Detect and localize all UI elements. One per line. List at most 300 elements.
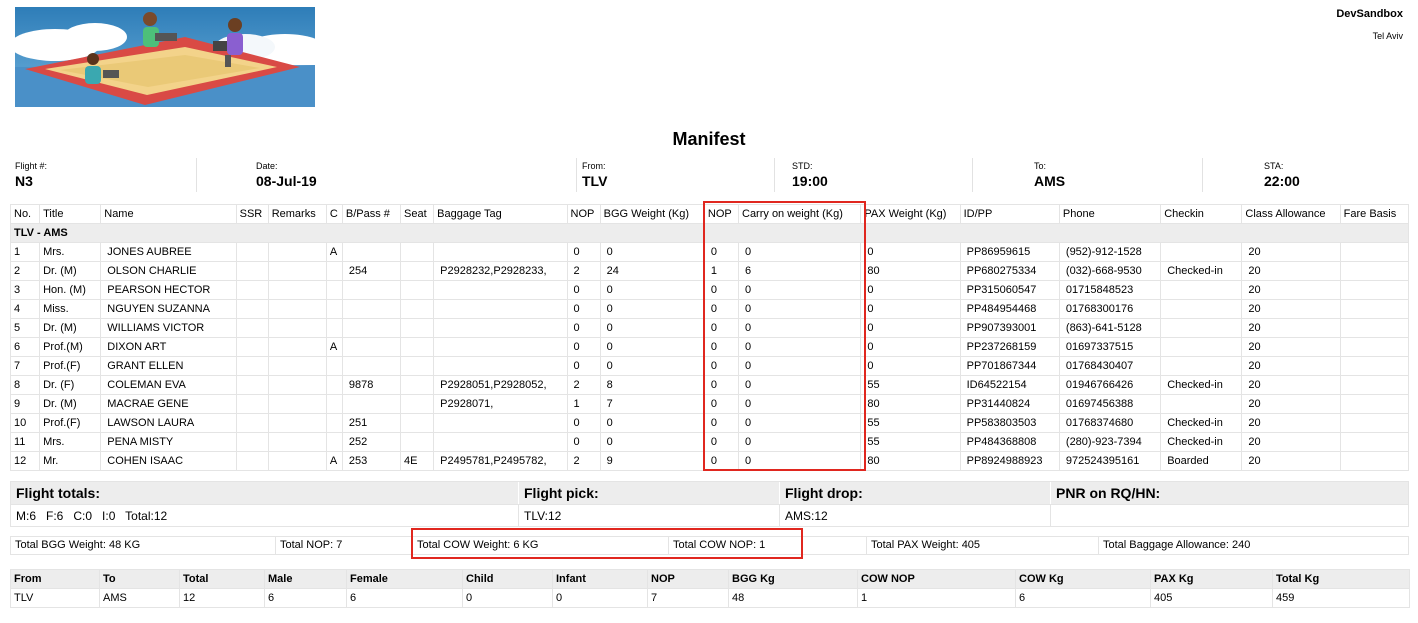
table-cell: PP8924988923 <box>960 452 1059 471</box>
table-cell: 0 <box>567 433 600 452</box>
table-cell: Prof.(F) <box>40 414 101 433</box>
table-cell: 0 <box>704 319 738 338</box>
table-cell <box>326 395 342 414</box>
route-row <box>11 589 1410 608</box>
table-cell <box>401 300 434 319</box>
table-cell: Dr. (M) <box>40 262 101 281</box>
table-cell: 1 <box>11 243 40 262</box>
table-cell: 6 <box>11 338 40 357</box>
table-cell <box>1161 281 1242 300</box>
column-header: Class Allowance <box>1242 205 1340 224</box>
table-cell: 0 <box>704 281 738 300</box>
table-cell: 253 <box>342 452 400 471</box>
table-cell <box>268 452 326 471</box>
table-cell: 0 <box>600 300 704 319</box>
table-cell <box>434 281 567 300</box>
flight-to-label: To: <box>1034 161 1047 171</box>
flight-totals-label: Flight totals: <box>16 485 100 501</box>
table-cell: 01768374680 <box>1059 414 1160 433</box>
table-cell <box>326 414 342 433</box>
table-cell <box>1340 300 1408 319</box>
table-cell: PP907393001 <box>960 319 1059 338</box>
table-cell: Mrs. <box>40 243 101 262</box>
table-cell: 2 <box>567 452 600 471</box>
table-cell <box>268 376 326 395</box>
table-cell: 0 <box>567 319 600 338</box>
table-cell: PP680275334 <box>960 262 1059 281</box>
table-cell <box>434 300 567 319</box>
table-cell: P2928071, <box>434 395 567 414</box>
table-cell <box>342 319 400 338</box>
table-cell: GRANT ELLEN <box>101 357 236 376</box>
table-cell <box>434 414 567 433</box>
table-cell <box>401 357 434 376</box>
column-header: COW Kg <box>1016 570 1151 589</box>
table-cell: Dr. (F) <box>40 376 101 395</box>
table-cell: 0 <box>861 300 960 319</box>
flight-sta-value: 22:00 <box>1264 173 1300 189</box>
column-header: Seat <box>401 205 434 224</box>
table-cell: A <box>326 452 342 471</box>
table-cell <box>342 281 400 300</box>
table-cell: 0 <box>567 281 600 300</box>
table-cell: 0 <box>600 433 704 452</box>
table-cell <box>401 338 434 357</box>
table-cell: Hon. (M) <box>40 281 101 300</box>
table-cell: 0 <box>861 319 960 338</box>
table-cell: 1 <box>704 262 738 281</box>
column-header: Baggage Tag <box>434 205 567 224</box>
table-cell <box>236 319 268 338</box>
table-cell: 11 <box>11 433 40 452</box>
table-cell <box>342 338 400 357</box>
table-cell: Checked-in <box>1161 433 1242 452</box>
table-cell <box>342 357 400 376</box>
flight-std-value: 19:00 <box>792 173 828 189</box>
table-cell: Checked-in <box>1161 262 1242 281</box>
column-header: PAX Weight (Kg) <box>861 205 960 224</box>
table-cell <box>236 357 268 376</box>
table-cell <box>236 243 268 262</box>
column-header: C <box>326 205 342 224</box>
cow-highlight <box>411 528 803 559</box>
pnr-label: PNR on RQ/HN: <box>1050 482 1410 504</box>
table-cell <box>1340 452 1408 471</box>
table-cell <box>1340 319 1408 338</box>
table-cell: 9 <box>11 395 40 414</box>
column-header: Infant <box>553 570 648 589</box>
table-cell: Checked-in <box>1161 414 1242 433</box>
table-cell: 0 <box>567 243 600 262</box>
table-cell <box>236 395 268 414</box>
table-cell <box>326 376 342 395</box>
table-cell: 0 <box>600 243 704 262</box>
table-cell <box>268 319 326 338</box>
table-cell: 6 <box>739 262 861 281</box>
flight-from <box>576 158 774 192</box>
table-cell: OLSON CHARLIE <box>101 262 236 281</box>
table-cell: 0 <box>739 376 861 395</box>
flight-totals <box>10 481 1409 527</box>
table-cell: 8 <box>11 376 40 395</box>
table-cell: 405 <box>1151 589 1273 608</box>
table-cell <box>236 262 268 281</box>
table-cell: 01715848523 <box>1059 281 1160 300</box>
table-cell <box>1340 243 1408 262</box>
table-cell: 0 <box>704 414 738 433</box>
table-cell: 0 <box>739 433 861 452</box>
table-cell: AMS <box>100 589 180 608</box>
table-cell <box>236 376 268 395</box>
flight-totals-value: M:6 F:6 C:0 I:0 Total:12 <box>16 509 168 523</box>
table-cell <box>268 395 326 414</box>
flight-date-value: 08-Jul-19 <box>256 173 317 189</box>
table-cell: Mrs. <box>40 433 101 452</box>
table-cell: JONES AUBREE <box>101 243 236 262</box>
total-baggage-allowance: Total Baggage Allowance: 240 <box>1098 537 1410 554</box>
table-cell <box>434 319 567 338</box>
table-cell <box>401 376 434 395</box>
table-cell <box>342 243 400 262</box>
table-cell <box>1340 414 1408 433</box>
table-cell <box>401 281 434 300</box>
table-cell: 2 <box>11 262 40 281</box>
table-cell: 2 <box>567 376 600 395</box>
table-cell: PP237268159 <box>960 338 1059 357</box>
table-cell <box>268 433 326 452</box>
route-group-label: TLV - AMS <box>11 224 1409 243</box>
table-cell <box>268 357 326 376</box>
table-cell: WILLIAMS VICTOR <box>101 319 236 338</box>
table-cell <box>434 357 567 376</box>
table-cell: NGUYEN SUZANNA <box>101 300 236 319</box>
table-cell <box>1340 357 1408 376</box>
column-header: NOP <box>648 570 729 589</box>
table-cell <box>1161 395 1242 414</box>
flight-totals-values <box>11 504 1408 526</box>
flight-number <box>10 158 196 192</box>
table-cell: LAWSON LAURA <box>101 414 236 433</box>
flight-std <box>774 158 972 192</box>
route-table <box>10 569 1410 608</box>
table-cell <box>401 262 434 281</box>
table-cell: 0 <box>704 395 738 414</box>
table-cell <box>1161 300 1242 319</box>
table-cell: Dr. (M) <box>40 319 101 338</box>
table-cell: Dr. (M) <box>40 395 101 414</box>
table-cell: P2928232,P2928233, <box>434 262 567 281</box>
table-cell <box>1340 433 1408 452</box>
table-cell <box>1161 319 1242 338</box>
table-cell: 20 <box>1242 281 1340 300</box>
table-cell: 20 <box>1242 395 1340 414</box>
table-cell <box>326 357 342 376</box>
table-cell: Miss. <box>40 300 101 319</box>
flight-date-label: Date: <box>256 161 278 171</box>
column-header: ID/PP <box>960 205 1059 224</box>
table-cell: COLEMAN EVA <box>101 376 236 395</box>
table-cell: 252 <box>342 433 400 452</box>
table-cell: PP484954468 <box>960 300 1059 319</box>
table-cell <box>1340 376 1408 395</box>
flight-number-label: Flight #: <box>15 161 48 171</box>
column-header: Child <box>463 570 553 589</box>
table-cell: 20 <box>1242 319 1340 338</box>
flight-sta-label: STA: <box>1264 161 1284 171</box>
flight-date <box>196 158 576 192</box>
table-cell: 6 <box>265 589 347 608</box>
table-cell: 0 <box>704 433 738 452</box>
table-cell: 80 <box>861 395 960 414</box>
column-header: From <box>11 570 100 589</box>
table-cell: (032)-668-9530 <box>1059 262 1160 281</box>
column-header: Fare Basis <box>1340 205 1408 224</box>
table-cell: 4 <box>11 300 40 319</box>
table-cell: 972524395161 <box>1059 452 1160 471</box>
table-cell: A <box>326 338 342 357</box>
column-header: BGG Weight (Kg) <box>600 205 704 224</box>
column-header: PAX Kg <box>1151 570 1273 589</box>
table-cell <box>236 433 268 452</box>
table-cell: 20 <box>1242 338 1340 357</box>
table-cell: (952)-912-1528 <box>1059 243 1160 262</box>
column-header: Male <box>265 570 347 589</box>
total-cow-nop: Total COW NOP: 1 <box>668 537 866 554</box>
table-cell: 55 <box>861 433 960 452</box>
table-cell <box>1161 338 1242 357</box>
table-cell: 0 <box>739 300 861 319</box>
carry-on-highlight <box>703 201 866 471</box>
table-cell: 0 <box>704 338 738 357</box>
table-cell: 7 <box>11 357 40 376</box>
table-cell: 0 <box>600 319 704 338</box>
column-header: Title <box>40 205 101 224</box>
table-cell: 0 <box>600 281 704 300</box>
column-header: To <box>100 570 180 589</box>
table-cell <box>401 243 434 262</box>
table-cell: TLV <box>11 589 100 608</box>
table-cell: 0 <box>463 589 553 608</box>
table-cell <box>401 319 434 338</box>
flight-number-value: N3 <box>15 173 33 189</box>
column-header: SSR <box>236 205 268 224</box>
column-header: Total <box>180 570 265 589</box>
table-cell <box>268 414 326 433</box>
table-cell <box>1340 262 1408 281</box>
flight-from-label: From: <box>582 161 606 171</box>
table-cell: 01697456388 <box>1059 395 1160 414</box>
route-table-header <box>11 570 1410 589</box>
table-cell <box>236 338 268 357</box>
table-cell: 12 <box>11 452 40 471</box>
column-header: Carry on weight (Kg) <box>739 205 861 224</box>
table-cell: 1 <box>567 395 600 414</box>
table-cell: 0 <box>600 414 704 433</box>
table-cell: 0 <box>739 452 861 471</box>
table-cell <box>401 414 434 433</box>
table-cell: COHEN ISAAC <box>101 452 236 471</box>
table-cell: 48 <box>729 589 858 608</box>
table-cell <box>434 243 567 262</box>
column-header: B/Pass # <box>342 205 400 224</box>
table-cell: Prof.(F) <box>40 357 101 376</box>
table-cell: 20 <box>1242 357 1340 376</box>
column-header: Checkin <box>1161 205 1242 224</box>
flight-pick-label: Flight pick: <box>518 482 779 504</box>
table-cell: 55 <box>861 414 960 433</box>
table-cell <box>236 281 268 300</box>
table-cell: 20 <box>1242 433 1340 452</box>
table-cell: 6 <box>347 589 463 608</box>
table-cell: P2495781,P2495782, <box>434 452 567 471</box>
flight-std-label: STD: <box>792 161 813 171</box>
table-cell: 0 <box>704 376 738 395</box>
table-cell: 20 <box>1242 452 1340 471</box>
total-pax-weight: Total PAX Weight: 405 <box>866 537 1098 554</box>
total-bgg-weight: Total BGG Weight: 48 KG <box>15 539 141 551</box>
table-cell <box>1340 338 1408 357</box>
table-cell: 01697337515 <box>1059 338 1160 357</box>
table-cell <box>1340 281 1408 300</box>
table-cell: 0 <box>739 338 861 357</box>
table-cell: 80 <box>861 262 960 281</box>
table-cell <box>268 338 326 357</box>
column-header: Remarks <box>268 205 326 224</box>
table-cell: 0 <box>567 414 600 433</box>
table-cell: PP86959615 <box>960 243 1059 262</box>
table-cell: 0 <box>704 357 738 376</box>
table-cell <box>326 433 342 452</box>
table-cell: 01768300176 <box>1059 300 1160 319</box>
table-cell: 24 <box>600 262 704 281</box>
table-cell <box>1161 243 1242 262</box>
table-cell <box>268 300 326 319</box>
table-cell: PP484368808 <box>960 433 1059 452</box>
page-title: Manifest <box>672 129 746 149</box>
table-cell: 12 <box>180 589 265 608</box>
table-cell: 0 <box>704 300 738 319</box>
flight-info <box>10 158 1410 194</box>
table-cell: ID64522154 <box>960 376 1059 395</box>
table-cell: A <box>326 243 342 262</box>
table-cell: 3 <box>11 281 40 300</box>
table-cell <box>326 262 342 281</box>
table-cell: 0 <box>567 300 600 319</box>
column-header: NOP <box>704 205 738 224</box>
table-cell <box>236 300 268 319</box>
table-cell: 0 <box>861 338 960 357</box>
table-cell <box>268 243 326 262</box>
flight-drop-value: AMS:12 <box>779 505 1050 527</box>
table-cell <box>268 262 326 281</box>
table-cell <box>401 433 434 452</box>
flight-totals-header <box>11 482 1408 504</box>
table-cell <box>326 319 342 338</box>
table-cell: DIXON ART <box>101 338 236 357</box>
table-cell: 6 <box>1016 589 1151 608</box>
flight-pick-value: TLV:12 <box>518 505 779 527</box>
table-cell: 0 <box>739 281 861 300</box>
table-cell: 0 <box>861 243 960 262</box>
table-cell: 0 <box>600 338 704 357</box>
table-cell: 20 <box>1242 243 1340 262</box>
table-cell <box>236 452 268 471</box>
column-header: COW NOP <box>858 570 1016 589</box>
table-cell: MACRAE GENE <box>101 395 236 414</box>
table-cell: 4E <box>401 452 434 471</box>
table-cell <box>1340 395 1408 414</box>
table-cell: 7 <box>648 589 729 608</box>
table-cell: 10 <box>11 414 40 433</box>
table-cell: PP701867344 <box>960 357 1059 376</box>
table-cell: 0 <box>567 357 600 376</box>
flight-to-value: AMS <box>1034 173 1066 189</box>
table-cell: 251 <box>342 414 400 433</box>
table-cell: 254 <box>342 262 400 281</box>
table-cell <box>434 338 567 357</box>
table-cell: 0 <box>739 395 861 414</box>
table-cell: PEARSON HECTOR <box>101 281 236 300</box>
table-cell <box>236 414 268 433</box>
table-cell: 80 <box>861 452 960 471</box>
table-cell: 01768430407 <box>1059 357 1160 376</box>
table-cell: Checked-in <box>1161 376 1242 395</box>
table-cell <box>326 281 342 300</box>
table-cell <box>434 433 567 452</box>
table-cell: 20 <box>1242 376 1340 395</box>
pnr-value <box>1050 505 1410 527</box>
flight-sta <box>1202 158 1410 192</box>
table-cell: 01946766426 <box>1059 376 1160 395</box>
table-cell: 7 <box>600 395 704 414</box>
table-cell: 0 <box>861 281 960 300</box>
table-cell: 0 <box>739 357 861 376</box>
column-header: BGG Kg <box>729 570 858 589</box>
table-cell: 20 <box>1242 414 1340 433</box>
column-header: Female <box>347 570 463 589</box>
table-cell: Prof.(M) <box>40 338 101 357</box>
table-cell: Mr. <box>40 452 101 471</box>
table-cell: PENA MISTY <box>101 433 236 452</box>
table-cell: 2 <box>567 262 600 281</box>
total-cow-weight: Total COW Weight: 6 KG <box>412 537 668 554</box>
flight-drop-label: Flight drop: <box>779 482 1050 504</box>
table-cell: 9 <box>600 452 704 471</box>
table-cell <box>326 300 342 319</box>
company-logo <box>15 7 315 107</box>
column-header: Total Kg <box>1273 570 1410 589</box>
company-name: DevSandbox <box>1336 8 1403 20</box>
table-cell: 0 <box>704 452 738 471</box>
table-cell: 0 <box>600 357 704 376</box>
table-cell <box>342 395 400 414</box>
table-cell: 0 <box>739 243 861 262</box>
table-cell: PP315060547 <box>960 281 1059 300</box>
column-header: Phone <box>1059 205 1160 224</box>
column-header: Name <box>101 205 236 224</box>
table-cell: P2928051,P2928052, <box>434 376 567 395</box>
table-cell: 0 <box>704 243 738 262</box>
table-cell: PP31440824 <box>960 395 1059 414</box>
table-cell: (863)-641-5128 <box>1059 319 1160 338</box>
table-cell: 55 <box>861 376 960 395</box>
table-cell: PP583803503 <box>960 414 1059 433</box>
table-cell <box>401 395 434 414</box>
table-cell: 1 <box>858 589 1016 608</box>
column-header: No. <box>11 205 40 224</box>
table-cell: 0 <box>553 589 648 608</box>
table-cell: 0 <box>739 319 861 338</box>
